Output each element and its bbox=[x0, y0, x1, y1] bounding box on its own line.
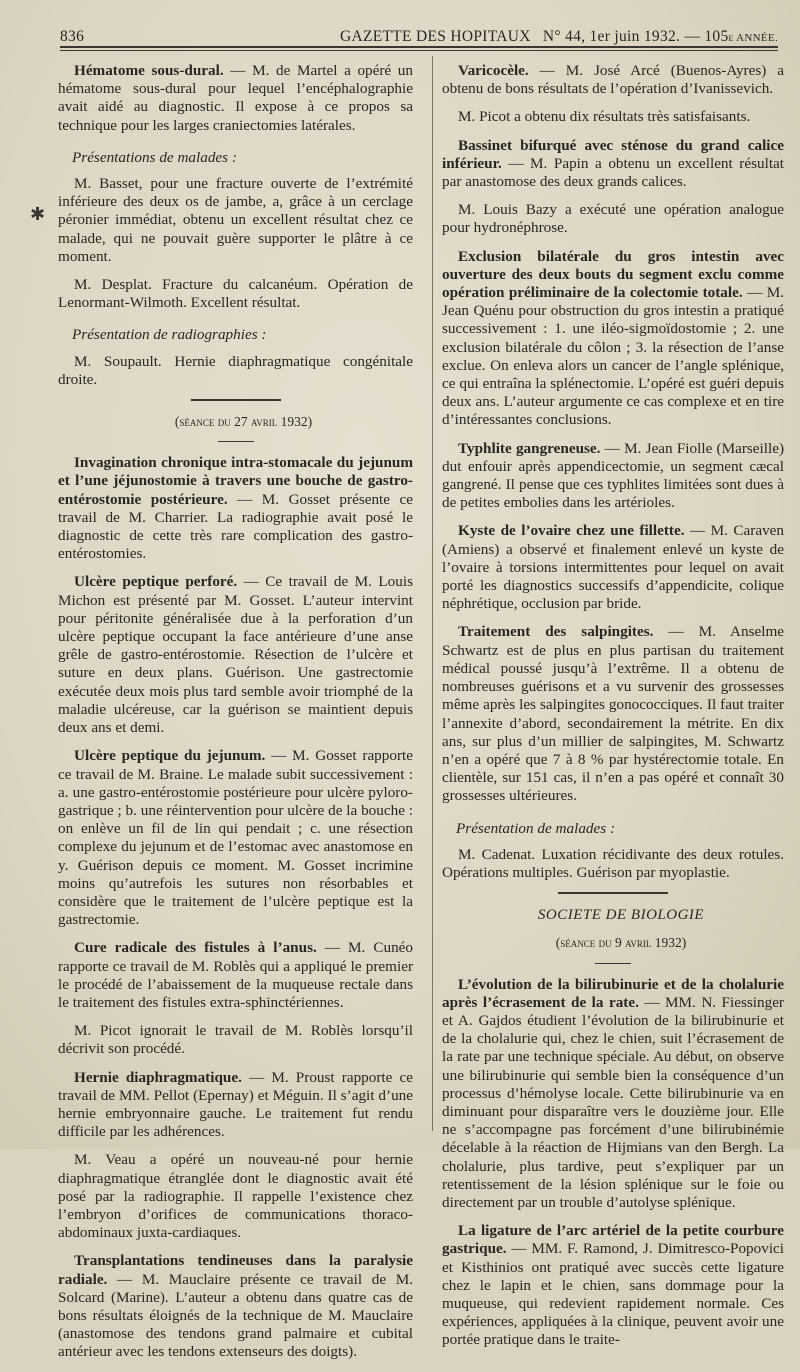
article-heading: Ulcère peptique du jejunum. bbox=[74, 747, 266, 765]
issue-info bbox=[543, 28, 778, 46]
paragraph-basset: M. Basset, pour une fracture ouverte de l’extrémité inférieure des deux os de jambe, a, grâce à un cerclage péronier immédiat, obtenu un excellent résultat chez ce malade, qui ne pouvait guère supporter le plâtre à ce moment. bbox=[58, 175, 413, 265]
short-divider bbox=[595, 963, 631, 964]
article-heading: La ligature de l’arc artériel de la petite courbure gastrique. bbox=[442, 1222, 784, 1258]
margin-mark: ✱ bbox=[30, 204, 46, 225]
article-body: — M. Cunéo rapporte ce travail de M. Roblès qui a appliqué le premier le procédé de l’abaissement de la muqueuse rectale dans le traitement des fistules extra-sphinctériennes. bbox=[58, 939, 413, 1011]
article-body: — M. Anselme Schwartz est de plus en plus partisan du traitement médical poussé jusqu’à l’extrême. Il a obtenu de nombreuses guérisons et a vu survenir des grossesses même après les salpingites gonococciques. Il faut traiter l’annexite d’abord, secondairement la métrite. En dix ans, sur plus d’un millier de salpingites, M. Schwartz n’en a opéré que 7 à 8 % par hystérectomie totale. En clientèle, sur 151 cas, il n’en a pas opéré et connaît 30 grossesses ultérieures. bbox=[442, 623, 784, 805]
article-exclusion bbox=[442, 248, 784, 430]
article-ulcere-jejunum bbox=[58, 747, 413, 929]
article-heading: Typhlite gangreneuse. bbox=[458, 439, 601, 457]
paragraph-cadenat: M. Cadenat. Luxation récidivante des deux rotules. Opérations multiples. Guérison par myoplastie. bbox=[442, 845, 784, 881]
article-fistules bbox=[58, 939, 413, 1012]
article-ulcere-perfore bbox=[58, 573, 413, 737]
issue-date: N° 44, 1er juin 1932. — 105 bbox=[542, 28, 729, 45]
article-body: — MM. N. Fiessinger et A. Gajdos étudient l’évolution de la bilirubinurie et de la cholalurie qui, chez le chien, suit l’écrasement de la rate par une technique spéciale. Au début, on observe une bilirubinurie qui semble bien la conséquence d’un processus d’hémolyse locale. Cette bilirubinurie va en diminuant pour disparaître vers le douzième jour. Elle ne s’accompagne pas forcément d’une bilirubinémie décelable à la réaction de Hijmians van den Bergh. La cholalurie, plus tardive, peut s’expliquer par un retentissement de la lésion splénique sur le foie ou directement par un trouble d’autolyse splénique. bbox=[442, 993, 784, 1211]
article-body: — M. Gosset présente ce travail de M. Charrier. La radiographie avait posé le diagnostic de cette très rare complication des gastro-entérostomies. bbox=[58, 490, 413, 563]
article-heading: Kyste de l’ovaire chez une fillette. bbox=[458, 522, 685, 540]
journal-title: GAZETTE DES HOPITAUX bbox=[340, 28, 531, 45]
article-heading: Cure radicale des fistules à l’anus. bbox=[74, 939, 317, 957]
article-heading: Exclusion bilatérale du gros intestin avec ouverture des deux bouts du segment exclu comme opération préliminaire de la colectomie totale. bbox=[442, 247, 784, 302]
article-body: — M. José Arcé (Buenos-Ayres) a obtenu de bons résultats de l’opération d’Ivanissevich. bbox=[442, 62, 784, 98]
article-body: — M. Gosset rapporte ce travail de M. Braine. Le malade subit successivement : a. une gastro-entérostomie postérieure pour ulcère pyloro-gastrique ; b. une réintervention pour ulcère de la bouche : on enlève un fil de lin qui pendait ; c. une résection complexe du jejunum et de l’estomac avec anastomose en y. Guérison depuis ce moment. M. Gosset incrimine moins qu’autrefois les sutures non résorbables et considère que le traitement de l’ulcère peptique est la gastrectomie. bbox=[58, 747, 413, 929]
section-divider bbox=[191, 399, 281, 401]
article-hematome bbox=[58, 62, 413, 135]
article-heading: Hématome sous-dural. bbox=[74, 62, 224, 79]
article-heading: Varicocèle. bbox=[458, 62, 529, 79]
article-ligature bbox=[442, 1222, 784, 1349]
paragraph-desplat: M. Desplat. Fracture du calcanéum. Opération de Lenormant-Wilmoth. Excellent résultat. bbox=[58, 276, 413, 312]
article-typhlite bbox=[442, 440, 784, 513]
article-kyste bbox=[442, 522, 784, 613]
paragraph-picot-resultats: M. Picot a obtenu dix résultats très satisfaisants. bbox=[458, 108, 751, 126]
article-body: — Ce travail de M. Louis Michon est présenté par M. Gosset. L’auteur intervint pour péritonite généralisée due à la perforation d’un ulcère peptique occupant la face antérieure d’une anse grêle de gastro-entérostomie. Résection de l’ulcère et suture en deux plans. Guérison. Une gastrectomie exécutée deux mois plus tard semble avoir triomphé de la maladie ulcéreuse, car la guérison se maintient depuis deux ans et demi. bbox=[58, 573, 413, 737]
article-transplantations bbox=[58, 1252, 413, 1361]
article-heading: Transplantations tendineuses dans la paralysie radiale. bbox=[58, 1252, 413, 1288]
left-column bbox=[58, 62, 413, 1372]
section-divider bbox=[558, 892, 668, 894]
article-body: — M. de Martel a opéré un hématome sous-dural pour lequel l’encéphalographie avait aidé au diagnostic. Il expose à ce propos sa technique pour les larges craniectomies latérales. bbox=[58, 62, 413, 134]
article-heading: Ulcère peptique perforé. bbox=[74, 573, 238, 591]
issue-suffix: e ANNÉE. bbox=[728, 32, 778, 44]
article-body: — M. Jean Fiolle (Marseille) dut enfouir après appendicectomie, un segment cæcal gangrené. Il pense que ces typhlites limitées sont dues à de petites embolies dans les artérioles. bbox=[442, 439, 785, 512]
article-heading: Traitement des salpingites. bbox=[458, 623, 654, 641]
paragraph-picot: M. Picot ignorait le travail de M. Roblès lorsqu’il décrivit son procédé. bbox=[58, 1022, 413, 1058]
column-separator bbox=[432, 56, 433, 1131]
society-title: SOCIETE DE BIOLOGIE bbox=[537, 907, 705, 924]
subheading-presentations: Présentations de malades : bbox=[72, 148, 237, 166]
article-body: — M. Caraven (Amiens) a observé et finalement enlevé un kyste de l’ovaire à torsions intermittentes pour lequel on avait porté les diagnostics successifs d’appendicite, colique néphrétique, occlusion par bride. bbox=[442, 522, 785, 613]
page-number: 836 bbox=[60, 28, 85, 45]
article-body: — M. Papin a obtenu un excellent résultat par anastomose des deux grands calices. bbox=[442, 154, 784, 191]
session-date: (séance du 27 avril 1932) bbox=[174, 414, 313, 430]
right-column bbox=[442, 62, 784, 1360]
header-rule-thin bbox=[60, 50, 778, 51]
paragraph-bazy: M. Louis Bazy a exécuté une opération analogue pour hydronéphrose. bbox=[442, 201, 784, 237]
header-rule bbox=[60, 46, 778, 48]
article-heading: Hernie diaphragmatique. bbox=[74, 1068, 242, 1086]
article-body: — M. Mauclaire présente ce travail de M. Solcard (Marine). L’auteur a obtenu dans quatre cas de bons résultats éloignés de la technique de M. Mauclaire (anastomose des tendons grand palmaire et cubital antérieur avec les tendons extenseurs des doigts). bbox=[58, 1270, 413, 1361]
society-session-date: (séance du 9 avril 1932) bbox=[555, 935, 687, 951]
article-body: — MM. F. Ramond, J. Dimitresco-Popovici et Kisthinios ont pratiqué avec succès cette ligature chez le lapin et le chien, sans dommage pour la muqueuse, qui redevient rapidement normale. Ces expériences, appliquées à la clinique, peuvent avoir une portée pratique dans le traite- bbox=[442, 1240, 784, 1349]
article-heading: Bassinet bifurqué avec sténose du grand calice inférieur. bbox=[442, 136, 784, 172]
paragraph-soupault: M. Soupault. Hernie diaphragmatique congénitale droite. bbox=[58, 352, 413, 388]
article-bassinet bbox=[442, 137, 784, 192]
article-heading: Invagination chronique intra-stomacale du jejunum et l’une jéjunostomie à travers une bouche de gastro-entérostomie postérieure. bbox=[58, 454, 413, 508]
page-header bbox=[60, 22, 778, 46]
subheading-radiographies: Présentation de radiographies : bbox=[72, 326, 267, 344]
article-invagination bbox=[58, 454, 413, 563]
article-hernie bbox=[58, 1069, 413, 1142]
article-body: — M. Proust rapporte ce travail de MM. Pellot (Epernay) et Méguin. Il s’agit d’une hernie embryonnaire gauche. Le traitement fut rendu difficile par les adhérences. bbox=[58, 1068, 413, 1141]
article-body: — M. Jean Quénu pour obstruction du gros intestin a pratiqué successivement : 1. une iléo-sigmoïdostomie ; 2. une exclusion bilatérale du côlon ; 3. la résection de l’anse exclue. On enleva alors un cancer de l’angle splénique, ce qui entraîna la splénectomie. L’opéré est guéri depuis deux ans. L’auteur argumente ce cas complexe et en tire d’intéressantes conclusions. bbox=[442, 284, 785, 429]
article-salpingites bbox=[442, 623, 784, 805]
paragraph-veau: M. Veau a opéré un nouveau-né pour hernie diaphragmatique étranglée dont le diagnostic avait été posé par la radiographie. Il rappelle l’existence chez l’embryon d’orifices de communications thoraco-abdominaux juxta-cardiaques. bbox=[58, 1151, 413, 1242]
subheading-presentation-malades: Présentation de malades : bbox=[456, 819, 616, 837]
article-heading: L’évolution de la bilirubinurie et de la cholalurie après l’écrasement de la rate. bbox=[442, 975, 784, 1011]
short-divider bbox=[218, 441, 254, 442]
article-bilirubinurie bbox=[442, 976, 784, 1213]
article-varicocele bbox=[442, 62, 784, 98]
